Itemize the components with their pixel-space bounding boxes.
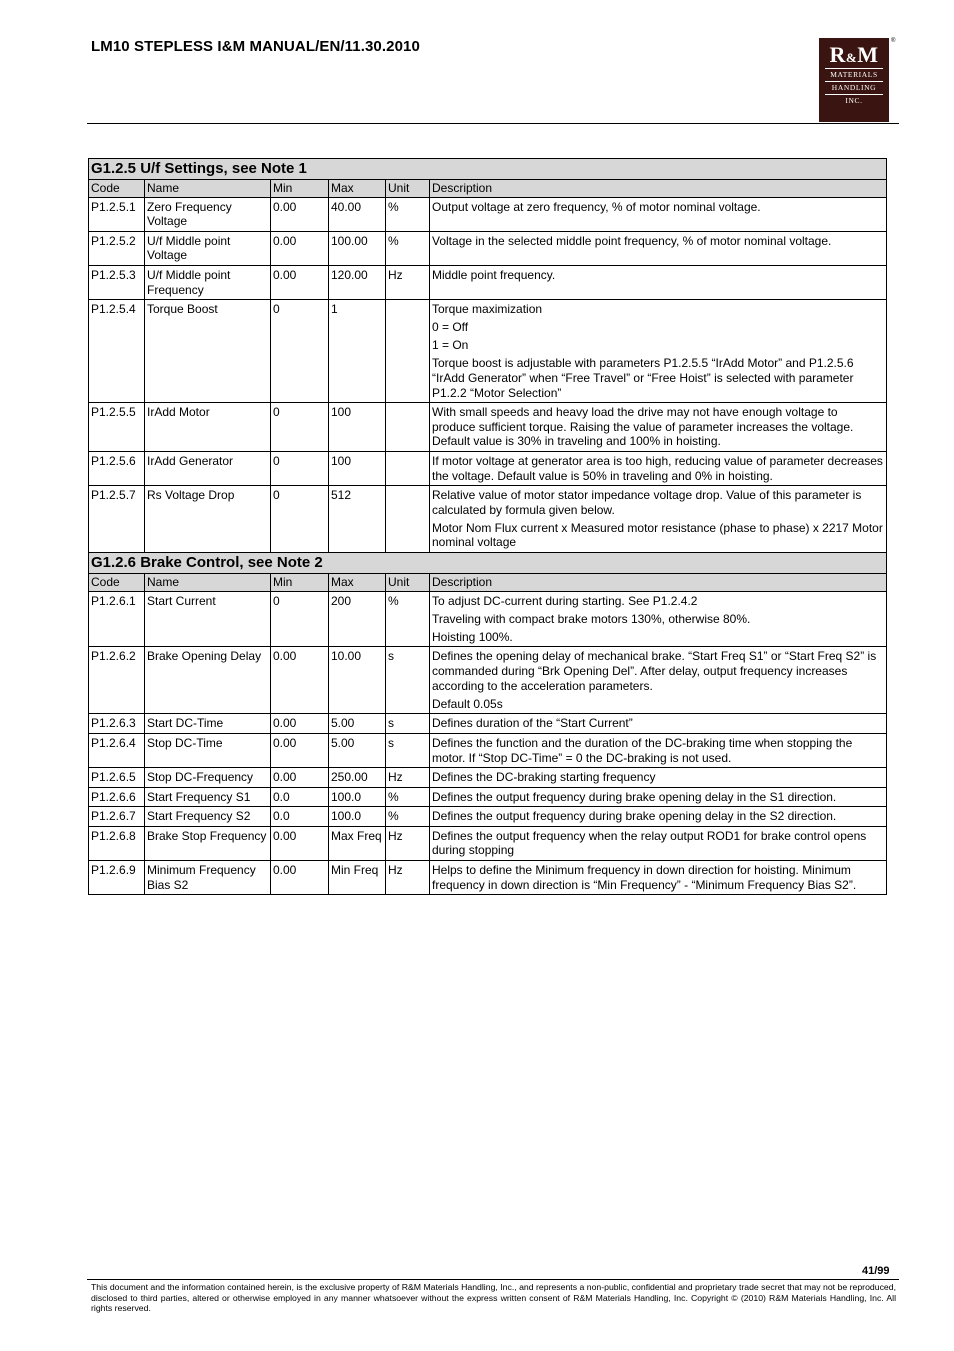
cell-description (430, 807, 887, 827)
description-paragraph: Defines the function and the duration of the DC-braking time when stopping the motor. If “Stop DC-Time” = 0 the DC-braking is not used. (432, 735, 853, 765)
cell-min: 0 (271, 591, 329, 647)
column-header-min: Min (271, 574, 329, 592)
column-header-row (89, 574, 887, 592)
cell-name: Brake Opening Delay (145, 647, 271, 714)
cell-unit: % (386, 197, 430, 231)
cell-max: 120.00 (329, 265, 386, 299)
cell-min: 0 (271, 452, 329, 486)
cell-name: IrAdd Generator (145, 452, 271, 486)
description-paragraph: Defines the output frequency during brake opening delay in the S1 direction. (432, 789, 837, 804)
cell-code: P1.2.5.2 (89, 231, 145, 265)
cell-unit: % (386, 787, 430, 807)
cell-max: 5.00 (329, 714, 386, 734)
table-row (89, 807, 887, 827)
group-title: G1.2.5 U/f Settings, see Note 1 (89, 159, 887, 180)
column-header-name: Name (145, 574, 271, 592)
group-header-row (89, 159, 887, 180)
cell-max: 100.0 (329, 807, 386, 827)
cell-name: Stop DC-Frequency (145, 768, 271, 788)
cell-name: U/f Middle point Voltage (145, 231, 271, 265)
cell-min: 0.00 (271, 861, 329, 895)
cell-code: P1.2.6.2 (89, 647, 145, 714)
cell-code: P1.2.5.4 (89, 300, 145, 403)
cell-max: 250.00 (329, 768, 386, 788)
cell-name: Zero Frequency Voltage (145, 197, 271, 231)
logo-rm-text: R&M (829, 42, 879, 67)
document-title: LM10 STEPLESS I&M MANUAL/EN/11.30.2010 (91, 38, 420, 55)
cell-unit: Hz (386, 861, 430, 895)
table-row (89, 265, 887, 299)
cell-unit (386, 486, 430, 553)
cell-description (430, 403, 887, 452)
cell-max: Max Freq (329, 826, 386, 860)
page-number: 41/99 (862, 1265, 890, 1277)
cell-code: P1.2.5.6 (89, 452, 145, 486)
cell-unit: s (386, 714, 430, 734)
cell-description (430, 265, 887, 299)
table-row (89, 647, 887, 714)
cell-min: 0.00 (271, 647, 329, 714)
cell-description (430, 591, 887, 647)
table-row (89, 861, 887, 895)
column-header-row (89, 180, 887, 198)
cell-max: 1 (329, 300, 386, 403)
cell-max: 100 (329, 452, 386, 486)
cell-name: Stop DC-Time (145, 733, 271, 767)
cell-name: Start Frequency S2 (145, 807, 271, 827)
cell-name: IrAdd Motor (145, 403, 271, 452)
cell-name: Start Frequency S1 (145, 787, 271, 807)
cell-description (430, 787, 887, 807)
cell-description (430, 300, 887, 403)
description-paragraph: Default 0.05s (432, 696, 503, 711)
cell-description (430, 231, 887, 265)
confidentiality-notice: This document and the information contained herein, is the exclusive property of R&M Materials Handling, Inc., and represents a non-public, confidential and proprietary trade secret that may not be reproduced, disclosed to third parties, altered or otherwise employed in any manner whatsoever without the express written consent of R&M Materials Handling, Inc. Copyright © (2010) R&M Materials Handling, Inc. All rights reserved. (91, 1282, 896, 1314)
logo-line-2: HANDLING (825, 81, 883, 94)
description-paragraph: To adjust DC-current during starting. See P1.2.4.2 (432, 593, 698, 608)
cell-min: 0.0 (271, 807, 329, 827)
description-paragraph: 0 = Off (432, 320, 469, 335)
column-header-unit: Unit (386, 180, 430, 198)
cell-code: P1.2.6.8 (89, 826, 145, 860)
cell-name: U/f Middle point Frequency (145, 265, 271, 299)
cell-description (430, 197, 887, 231)
column-header-description: Description (430, 180, 887, 198)
cell-description (430, 452, 887, 486)
cell-max: 100.00 (329, 231, 386, 265)
cell-description (430, 861, 887, 895)
description-paragraph: Output voltage at zero frequency, % of motor nominal voltage. (432, 199, 761, 214)
cell-max: 100.0 (329, 787, 386, 807)
cell-code: P1.2.6.4 (89, 733, 145, 767)
description-paragraph: Defines the output frequency during brake opening delay in the S2 direction. (432, 809, 837, 824)
cell-code: P1.2.5.5 (89, 403, 145, 452)
table-row (89, 197, 887, 231)
parameter-table (88, 158, 887, 895)
description-paragraph: Traveling with compact brake motors 130%, otherwise 80%. (432, 611, 751, 626)
cell-code: P1.2.6.6 (89, 787, 145, 807)
cell-unit: % (386, 231, 430, 265)
table-row (89, 231, 887, 265)
cell-code: P1.2.6.9 (89, 861, 145, 895)
cell-unit: % (386, 807, 430, 827)
cell-max: 40.00 (329, 197, 386, 231)
description-paragraph: Torque maximization (432, 302, 543, 317)
cell-unit (386, 452, 430, 486)
cell-description (430, 486, 887, 553)
cell-code: P1.2.6.1 (89, 591, 145, 647)
cell-name: Start DC-Time (145, 714, 271, 734)
description-paragraph: Helps to define the Minimum frequency in down direction for hoisting. Minimum frequency in down direction is “Min Frequency” - “Minimum Frequency Bias S2”. (432, 863, 857, 892)
table-row (89, 300, 887, 403)
description-paragraph: Hoisting 100%. (432, 629, 513, 644)
description-paragraph: Defines the opening delay of mechanical brake. “Start Freq S1” or “Start Freq S2” is commanded during “Brk Opening Del”. After delay, output frequency increases according to the acceleration parameters. (432, 649, 877, 693)
cell-unit: s (386, 647, 430, 714)
cell-min: 0.00 (271, 768, 329, 788)
description-paragraph: Torque boost is adjustable with parameters P1.2.5.5 “IrAdd Motor” and P1.2.5.6 “IrAdd Generator” when “Free Travel” or “Free Hoist” is selected with parameter P1.2.2 “Motor Selection” (432, 356, 854, 400)
description-paragraph: Middle point frequency. (432, 267, 556, 282)
cell-min: 0.00 (271, 733, 329, 767)
cell-max: 100 (329, 403, 386, 452)
logo-line-1: MATERIALS (825, 68, 883, 81)
cell-min: 0.00 (271, 714, 329, 734)
cell-code: P1.2.6.7 (89, 807, 145, 827)
company-logo (819, 38, 889, 122)
description-paragraph: Motor Nom Flux current x Measured motor resistance (phase to phase) x 2217 Motor nominal voltage (432, 520, 883, 550)
description-paragraph: Relative value of motor stator impedance voltage drop. Value of this parameter is calculated by formula given below. (432, 488, 862, 517)
cell-min: 0.00 (271, 826, 329, 860)
group-header-row (89, 553, 887, 574)
cell-min: 0.00 (271, 231, 329, 265)
table-row (89, 486, 887, 553)
cell-max: 200 (329, 591, 386, 647)
header-divider (87, 123, 899, 124)
cell-code: P1.2.6.3 (89, 714, 145, 734)
cell-description (430, 647, 887, 714)
column-header-max: Max (329, 574, 386, 592)
cell-code: P1.2.5.3 (89, 265, 145, 299)
cell-unit: % (386, 591, 430, 647)
table-row (89, 591, 887, 647)
column-header-name: Name (145, 180, 271, 198)
logo-line-3: INC. (825, 94, 883, 107)
cell-unit: Hz (386, 768, 430, 788)
cell-description (430, 714, 887, 734)
cell-max: Min Freq (329, 861, 386, 895)
table-row (89, 787, 887, 807)
cell-max: 5.00 (329, 733, 386, 767)
description-paragraph: Defines the DC-braking starting frequency (432, 770, 656, 785)
cell-min: 0.0 (271, 787, 329, 807)
cell-code: P1.2.6.5 (89, 768, 145, 788)
cell-name: Rs Voltage Drop (145, 486, 271, 553)
cell-name: Brake Stop Frequency (145, 826, 271, 860)
cell-code: P1.2.5.7 (89, 486, 145, 553)
cell-code: P1.2.5.1 (89, 197, 145, 231)
cell-description (430, 768, 887, 788)
table-row (89, 826, 887, 860)
column-header-max: Max (329, 180, 386, 198)
table-row (89, 768, 887, 788)
description-paragraph: If motor voltage at generator area is too high, reducing value of parameter decreases the voltage. Default value is 50% in traveling and 0% in hoisting. (432, 454, 883, 483)
cell-name: Start Current (145, 591, 271, 647)
table-row (89, 733, 887, 767)
description-paragraph: With small speeds and heavy load the drive may not have enough voltage to produce sufficient torque. Raising the value of parameter increases the voltage. Default value is 30% in traveling and 100% in hoisting. (432, 405, 854, 449)
cell-unit: Hz (386, 826, 430, 860)
cell-min: 0.00 (271, 197, 329, 231)
cell-unit: Hz (386, 265, 430, 299)
cell-min: 0 (271, 403, 329, 452)
column-header-unit: Unit (386, 574, 430, 592)
footer-divider (87, 1279, 899, 1280)
table-row (89, 452, 887, 486)
table-row (89, 403, 887, 452)
cell-unit (386, 300, 430, 403)
column-header-code: Code (89, 180, 145, 198)
cell-description (430, 733, 887, 767)
description-paragraph: Voltage in the selected middle point frequency, % of motor nominal voltage. (432, 233, 832, 248)
description-paragraph: Defines duration of the “Start Current” (432, 716, 633, 731)
cell-description (430, 826, 887, 860)
cell-name: Minimum Frequency Bias S2 (145, 861, 271, 895)
cell-unit (386, 403, 430, 452)
cell-name: Torque Boost (145, 300, 271, 403)
cell-unit: s (386, 733, 430, 767)
description-paragraph: Defines the output frequency when the relay output ROD1 for brake control opens during stopping (432, 828, 867, 858)
cell-min: 0 (271, 300, 329, 403)
cell-max: 512 (329, 486, 386, 553)
table-row (89, 714, 887, 734)
column-header-min: Min (271, 180, 329, 198)
cell-min: 0 (271, 486, 329, 553)
group-title: G1.2.6 Brake Control, see Note 2 (89, 553, 887, 574)
column-header-description: Description (430, 574, 887, 592)
column-header-code: Code (89, 574, 145, 592)
description-paragraph: 1 = On (432, 338, 469, 353)
cell-max: 10.00 (329, 647, 386, 714)
cell-min: 0.00 (271, 265, 329, 299)
registered-mark: ® (891, 38, 896, 44)
